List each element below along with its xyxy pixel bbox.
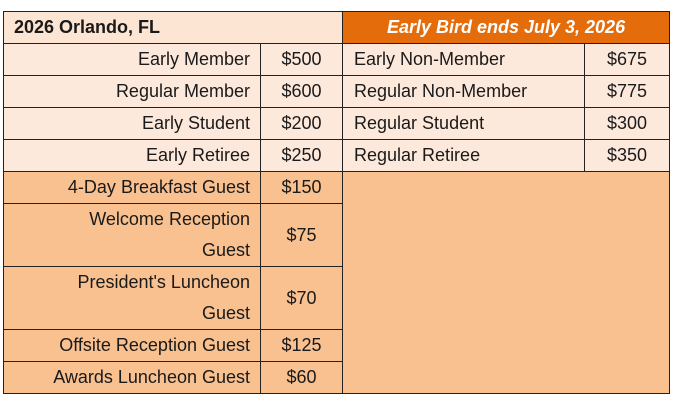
fee-label: Early Retiree (4, 140, 261, 172)
guest-price: $150 (261, 172, 343, 204)
guest-label (4, 204, 261, 267)
member-fee-row (4, 76, 670, 108)
guest-label (4, 172, 261, 204)
guest-label (4, 362, 261, 394)
fee-label: Regular Retiree (343, 140, 585, 172)
fee-label: Regular Student (343, 108, 585, 140)
guest-label-line: 4-Day Breakfast Guest (67, 177, 250, 197)
guest-price: $70 (261, 267, 343, 330)
fee-label: Early Student (4, 108, 261, 140)
member-fee-row (4, 108, 670, 140)
fee-price: $675 (585, 44, 670, 76)
fee-price: $300 (585, 108, 670, 140)
fee-price: $600 (261, 76, 343, 108)
fee-price: $500 (261, 44, 343, 76)
member-fee-row (4, 44, 670, 76)
guest-price: $125 (261, 330, 343, 362)
guest-label-line: Welcome Reception (89, 209, 250, 229)
guest-label-line: President's Luncheon (77, 272, 250, 292)
early-bird-deadline: Early Bird ends July 3, 2026 (343, 12, 670, 44)
guest-label-line: Offsite Reception Guest (59, 335, 250, 355)
guest-label-line: Guest (201, 240, 250, 260)
fee-price: $775 (585, 76, 670, 108)
fee-label: Regular Member (4, 76, 261, 108)
table-header-row (4, 12, 670, 44)
fee-price: $250 (261, 140, 343, 172)
guest-price: $60 (261, 362, 343, 394)
guest-label (4, 330, 261, 362)
guest-label (4, 267, 261, 330)
fee-label: Regular Non-Member (343, 76, 585, 108)
fee-price: $200 (261, 108, 343, 140)
guest-fee-row (4, 172, 670, 204)
registration-fee-table (3, 11, 670, 394)
location-heading: 2026 Orlando, FL (4, 12, 343, 44)
fee-label: Early Member (4, 44, 261, 76)
fee-label: Early Non-Member (343, 44, 585, 76)
fee-price: $350 (585, 140, 670, 172)
guest-label-line: Guest (201, 303, 250, 323)
member-fee-row (4, 140, 670, 172)
empty-merged-cell (343, 172, 670, 394)
guest-price: $75 (261, 204, 343, 267)
guest-label-line: Awards Luncheon Guest (53, 367, 250, 387)
